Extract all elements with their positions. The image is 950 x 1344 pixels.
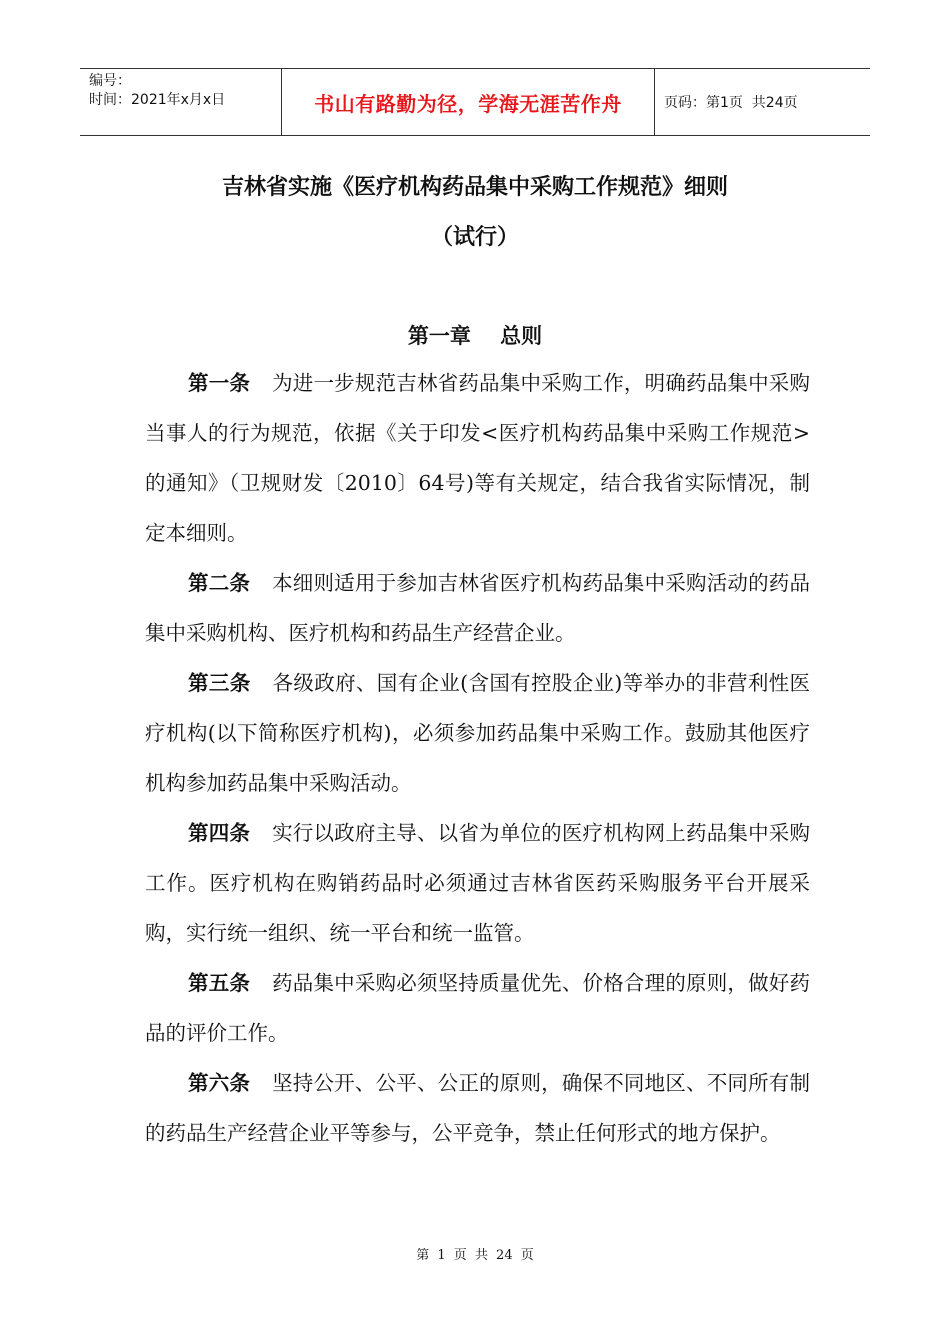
page-info: 页码：第1页 共24页 (664, 95, 798, 111)
header-page-cell (655, 69, 870, 135)
article-4 (145, 808, 810, 958)
document-body (145, 358, 810, 1158)
document-title: 吉林省实施《医疗机构药品集中采购工作规范》细则 (221, 175, 728, 200)
document-header (80, 68, 870, 136)
article-label: 第一条 (188, 371, 251, 395)
article-1 (145, 358, 810, 558)
document-subtitle: （试行） (430, 225, 519, 250)
date-label: 时间：2021年x月x日 (89, 92, 226, 108)
article-label: 第三条 (188, 671, 251, 695)
article-text: 实行以政府主导、以省为单位的医疗机构网上药品集中采购工作。医疗机构在购销药品时必须通过吉林省医药采购服务平台开展采购，实行统一组织、统一平台和统一监管。 (145, 821, 811, 945)
page-footer: 第 1 页 共 24 页 (416, 1248, 534, 1263)
article-text: 各级政府、国有企业(含国有控股企业)等举办的非营利性医疗机构(以下简称医疗机构)，必须参加药品集中采购工作。鼓励其他医疗机构参加药品集中采购活动。 (145, 671, 811, 795)
article-text: 本细则适用于参加吉林省医疗机构药品集中采购活动的药品集中采购机构、医疗机构和药品生产经营企业。 (145, 571, 811, 645)
motto: 书山有路勤为径，学海无涯苦作舟 (314, 91, 622, 116)
header-motto-cell (282, 69, 655, 135)
article-label: 第六条 (188, 1071, 251, 1095)
article-label: 第五条 (188, 971, 251, 995)
chapter-title: 第一章 总则 (407, 324, 543, 348)
article-2 (145, 558, 810, 658)
article-3 (145, 658, 810, 808)
article-label: 第二条 (188, 571, 251, 595)
article-text: 为进一步规范吉林省药品集中采购工作，明确药品集中采购当事人的行为规范，依据《关于印发<医疗机构药品集中采购工作规范>的通知》（卫规财发〔2010〕64号)等有关规定，结合我省实际情况，制定本细则。 (145, 371, 811, 545)
article-text: 药品集中采购必须坚持质量优先、价格合理的原则，做好药品的评价工作。 (145, 971, 811, 1045)
header-meta (80, 69, 282, 135)
article-6 (145, 1058, 810, 1158)
article-text: 坚持公开、公平、公正的原则，确保不同地区、不同所有制的药品生产经营企业平等参与，公平竞争，禁止任何形式的地方保护。 (145, 1071, 811, 1145)
chapter-heading (0, 320, 950, 350)
article-label: 第四条 (188, 821, 251, 845)
number-label: 编号： (89, 73, 131, 89)
article-5 (145, 958, 810, 1058)
